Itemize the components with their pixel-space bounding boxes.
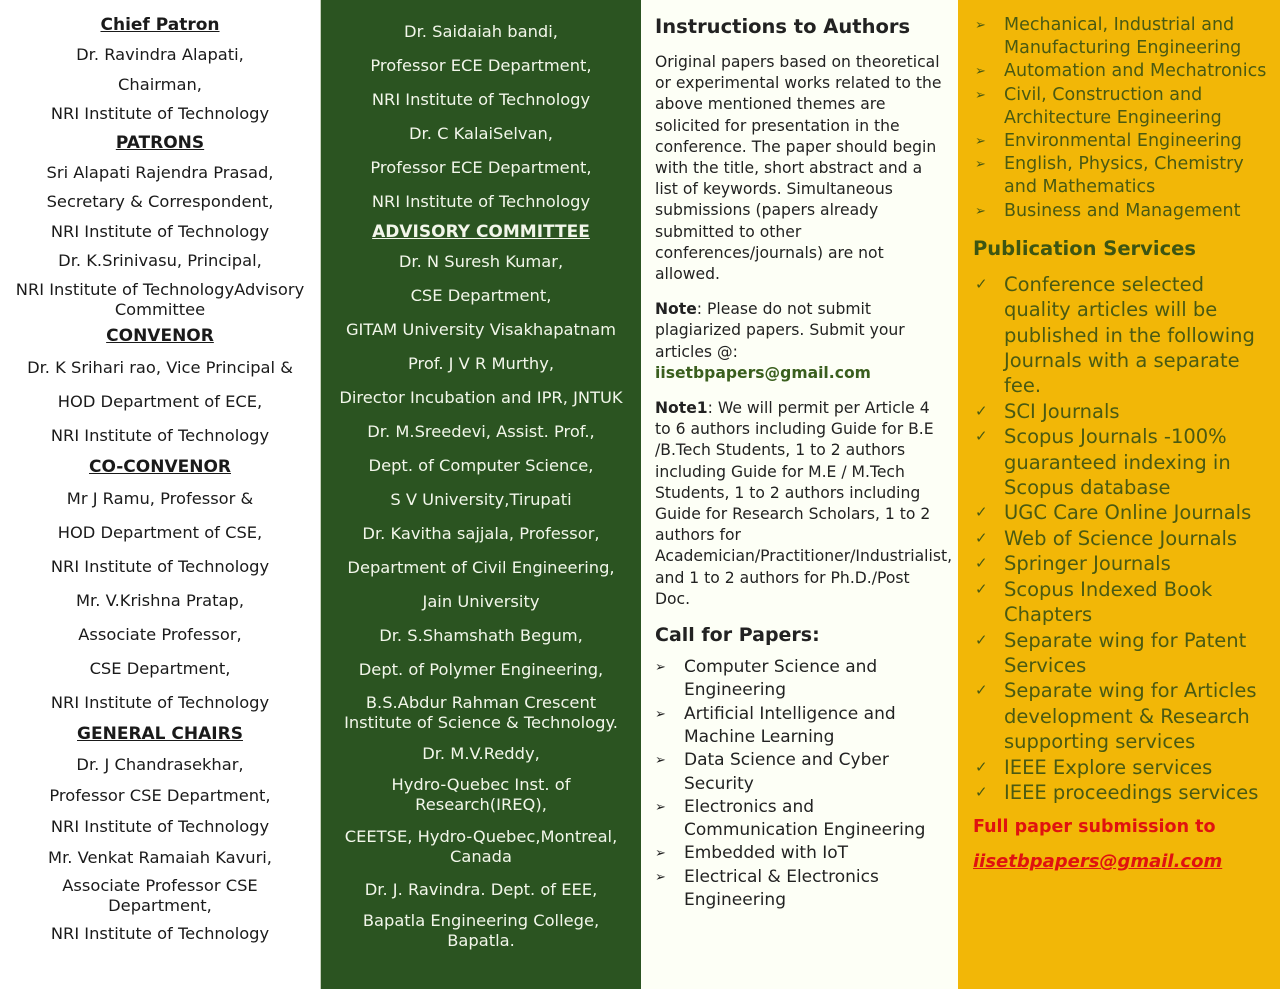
arrow-bullet-icon: ➢ xyxy=(975,134,986,150)
list-item: ✓ UGC Care Online Journals xyxy=(975,501,1252,525)
committee-line: Dr. M.V.Reddy, xyxy=(422,744,540,763)
check-icon: ✓ xyxy=(975,757,988,776)
committee-line: NRI Institute of TechnologyAdvisory Committee xyxy=(15,279,305,319)
arrow-bullet-icon: ➢ xyxy=(975,157,986,173)
list-item: ✓ SCI Journals xyxy=(975,399,1120,423)
list-item: ✓ IEEE Explore services xyxy=(975,755,1213,779)
committee-line: NRI Institute of Technology xyxy=(50,923,270,943)
chief-patron-heading: Chief Patron xyxy=(100,15,220,35)
committee-line: Dr. K.Srinivasu, Principal, xyxy=(58,251,262,270)
committee-line: Dr. Saidaiah bandi, xyxy=(404,22,558,41)
committee-line: Dr. Kavitha sajjala, Professor, xyxy=(362,524,600,543)
note-paragraph xyxy=(655,299,946,384)
check-icon: ✓ xyxy=(975,427,988,446)
publication-services-title: Publication Services xyxy=(973,236,1196,260)
committee-line: Dept. of Computer Science, xyxy=(368,456,594,475)
list-item: ✓ IEEE proceedings services xyxy=(975,780,1259,804)
committee-line: Dr. N Suresh Kumar, xyxy=(398,252,564,271)
committee-line: Dr. Ravindra Alapati, xyxy=(76,45,244,64)
committee-line: Dr. S.Shamshath Begum, xyxy=(379,626,583,645)
check-icon: ✓ xyxy=(975,630,988,649)
check-icon: ✓ xyxy=(975,274,988,293)
list-item: ➢ Data Science and Cyber Security xyxy=(655,750,889,794)
committee-line: Bapatla Engineering College, Bapatla. xyxy=(362,911,600,950)
note-email-link[interactable]: iisetbpapers@gmail.com xyxy=(655,363,871,382)
check-icon: ✓ xyxy=(975,528,988,547)
list-item: ➢ Electrical & Electronics Engineering xyxy=(655,866,879,911)
list-item: ➢ Civil, Construction and Architecture Engineering xyxy=(975,84,1222,128)
committee-line: GITAM University Visakhapatnam xyxy=(345,320,617,339)
committee-line: NRI Institute of Technology xyxy=(371,90,591,109)
patrons-heading: PATRONS xyxy=(115,132,205,153)
committee-line: B.S.Abdur Rahman Crescent Institute of Science & Technology. xyxy=(344,693,618,732)
check-icon: ✓ xyxy=(975,681,988,700)
list-item: ➢ Embedded with IoT xyxy=(655,842,946,865)
committee-line: CEETSE, Hydro-Quebec,Montreal, Canada xyxy=(344,827,618,866)
call-for-papers-title: Call for Papers: xyxy=(655,624,820,647)
arrow-bullet-icon: ➢ xyxy=(655,869,666,885)
list-item: ✓ Web of Science Journals xyxy=(975,526,1238,550)
committee-line: NRI Institute of Technology xyxy=(50,221,270,241)
committee-line: S V University,Tirupati xyxy=(390,490,572,509)
committee-line: NRI Institute of Technology xyxy=(50,425,270,445)
list-item: ➢ Environmental Engineering xyxy=(975,130,1270,153)
list-item: ✓ Conference selected quality articles will be published in the following Journals with a separate fee. xyxy=(975,272,1255,398)
call-for-papers-list-continued xyxy=(975,14,1270,223)
committee-line: Hydro-Quebec Inst. of Research(IREQ), xyxy=(391,775,571,814)
list-item: ➢ Business and Management xyxy=(975,200,1270,223)
committee-line: Chairman, xyxy=(118,74,202,94)
list-item: ✓ Scopus Indexed Book Chapters xyxy=(975,577,1213,627)
committee-line: NRI Institute of Technology xyxy=(50,104,270,123)
note1-text: : We will permit per Article 4 to 6 authors including Guide for B.E /B.Tech Students, 1 to 2 authors including Guide for M.E / M.Tech Students, 1 to 2 authors including Guide for Research Scholars, 1 to 2 authors for Academician/Practitioner/Industrialist, and 1 to 2 authors for Ph.D./Post Doc. xyxy=(655,399,953,608)
committee-line: NRI Institute of Technology xyxy=(50,692,270,712)
arrow-bullet-icon: ➢ xyxy=(975,87,986,103)
convenor-heading: CONVENOR xyxy=(106,325,214,346)
committee-line: Mr. Venkat Ramaiah Kavuri, xyxy=(48,847,272,867)
committee-line: CSE Department, xyxy=(89,658,231,678)
arrow-bullet-icon: ➢ xyxy=(975,203,986,219)
instructions-column xyxy=(641,0,958,989)
note-text: : Please do not submit plagiarized papers. Submit your articles @: xyxy=(655,300,905,361)
check-icon: ✓ xyxy=(975,401,988,420)
committee-line: Associate Professor, xyxy=(78,624,242,644)
committee-line: Director Incubation and IPR, JNTUK xyxy=(339,388,623,407)
committee-line: NRI Institute of Technology xyxy=(371,192,591,211)
committee-line: Mr J Ramu, Professor & xyxy=(66,488,254,508)
arrow-bullet-icon: ➢ xyxy=(655,660,666,676)
committee-line: Secretary & Correspondent, xyxy=(46,192,274,211)
committee-line: Mr. V.Krishna Pratap, xyxy=(75,590,245,610)
committee-line: Jain University xyxy=(422,592,540,611)
publication-column xyxy=(958,0,1280,989)
list-item: ➢ Electronics and Communication Engineering xyxy=(655,796,926,841)
note-label: Note xyxy=(655,300,697,319)
arrow-bullet-icon: ➢ xyxy=(655,706,666,722)
arrow-bullet-icon: ➢ xyxy=(975,64,986,80)
committee-line: Associate Professor CSE Department, xyxy=(62,875,258,915)
committee-line: Dr. J Chandrasekhar, xyxy=(76,754,244,774)
committee-line: Dr. C KalaiSelvan, xyxy=(408,124,553,143)
committee-line: Sri Alapati Rajendra Prasad, xyxy=(46,162,274,182)
committee-line: NRI Institute of Technology xyxy=(50,816,270,836)
list-item: ➢ Automation and Mechatronics xyxy=(975,60,1270,83)
list-item: ✓ Springer Journals xyxy=(975,552,1171,576)
instructions-intro: Original papers based on theoretical or experimental works related to the above mentioned themes are solicited for presentation in the conference. The paper should begin with the title, short abstract and a list of keywords. Simultaneous submissions (papers already submitted to other conferences/journals) are not allowed. xyxy=(655,53,942,284)
list-item: ➢ English, Physics, Chemistry and Mathematics xyxy=(975,154,1244,198)
instructions-title: Instructions to Authors xyxy=(655,15,911,38)
committee-line: HOD Department of ECE, xyxy=(57,391,263,411)
note1-label: Note1 xyxy=(655,399,708,418)
list-item: ✓ Scopus Journals -100% guaranteed indexing in Scopus database xyxy=(975,425,1231,500)
committee-column-left xyxy=(0,0,320,989)
arrow-bullet-icon: ➢ xyxy=(975,18,986,33)
call-for-papers-list xyxy=(655,656,946,912)
check-icon: ✓ xyxy=(975,782,988,801)
advisory-committee-heading: ADVISORY COMMITTEE xyxy=(372,222,590,242)
list-item: ➢ Mechanical, Industrial and Manufacturing Engineering xyxy=(975,15,1242,59)
co-convenor-heading: CO-CONVENOR xyxy=(89,456,231,477)
committee-column-green xyxy=(320,0,641,989)
committee-line: Department of Civil Engineering, xyxy=(347,558,615,577)
check-icon: ✓ xyxy=(975,554,988,573)
check-icon: ✓ xyxy=(975,579,988,598)
committee-line: Prof. J V R Murthy, xyxy=(407,354,555,373)
committee-line: Professor ECE Department, xyxy=(370,158,592,177)
committee-line: Dept. of Polymer Engineering, xyxy=(358,660,604,679)
arrow-bullet-icon: ➢ xyxy=(655,753,666,769)
general-chairs-heading: GENERAL CHAIRS xyxy=(77,723,243,744)
publication-services-list xyxy=(975,272,1270,806)
list-item: ➢ Computer Science and Engineering xyxy=(655,657,878,701)
committee-line: CSE Department, xyxy=(410,286,552,305)
submission-email-link[interactable]: iisetbpapers@gmail.com xyxy=(973,851,1223,873)
committee-line: Professor CSE Department, xyxy=(49,785,271,805)
committee-line: Dr. J. Ravindra. Dept. of EEE, xyxy=(364,880,598,899)
check-icon: ✓ xyxy=(975,503,988,522)
arrow-bullet-icon: ➢ xyxy=(655,799,666,815)
committee-line: Dr. K Srihari rao, Vice Principal & xyxy=(27,357,293,377)
list-item: ✓ Separate wing for Patent Services xyxy=(975,628,1247,677)
list-item: ➢ Artificial Intelligence and Machine Learning xyxy=(655,703,896,747)
note1-paragraph xyxy=(655,398,953,610)
committee-line: NRI Institute of Technology xyxy=(50,556,270,576)
arrow-bullet-icon: ➢ xyxy=(655,846,666,862)
committee-line: HOD Department of CSE, xyxy=(57,522,263,542)
submission-label: Full paper submission to xyxy=(973,817,1216,838)
committee-line: Professor ECE Department, xyxy=(370,56,592,75)
list-item: ✓ Separate wing for Articles development & Research supporting services xyxy=(975,679,1257,754)
committee-line: Dr. M.Sreedevi, Assist. Prof., xyxy=(367,422,595,441)
